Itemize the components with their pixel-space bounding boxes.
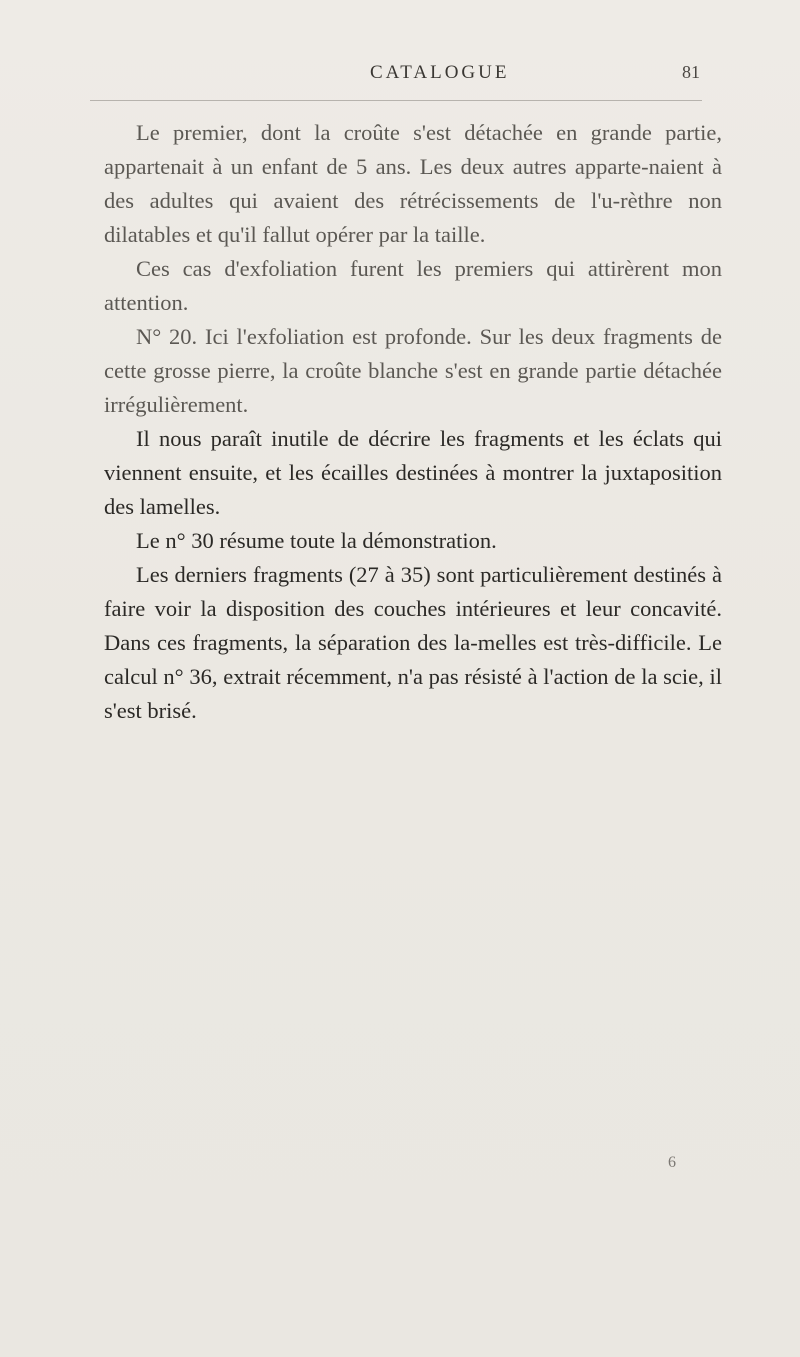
paragraph-1: Le premier, dont la croûte s'est détachée en grande partie, appartenait à un enfant de 5 ans. Les deux autres apparte-naient à des adultes qui avaient des rétrécissements de l'u-rèthre non dilatables et qu'il fallut opérer par la taille.: [104, 120, 722, 247]
running-head: CATALOGUE: [370, 62, 510, 83]
paragraph-6: Les derniers fragments (27 à 35) sont particulièrement destinés à faire voir la disposition des couches intérieures et leur concavité. Dans ces fragments, la séparation des la-melles est très-difficile. Le calcul n° 36, extrait récemment, n'a pas résisté à l'action de la scie, il s'est brisé.: [104, 562, 722, 723]
header-rule: [90, 100, 702, 101]
page-header: [0, 62, 800, 92]
page-number: 81: [682, 62, 700, 82]
signature-mark: 6: [668, 1154, 676, 1171]
body-text: [104, 116, 722, 728]
paragraph-3: N° 20. Ici l'exfoliation est profonde. Sur les deux fragments de cette grosse pierre, la croûte blanche s'est en grande partie détachée irrégulièrement.: [104, 324, 722, 417]
paragraph-2: Ces cas d'exfoliation furent les premiers qui attirèrent mon attention.: [104, 256, 722, 315]
paragraph-4: Il nous paraît inutile de décrire les fragments et les éclats qui viennent ensuite, et les écailles destinées à montrer la juxtaposition des lamelles.: [104, 426, 722, 519]
paragraph-5: Le n° 30 résume toute la démonstration.: [136, 528, 497, 553]
